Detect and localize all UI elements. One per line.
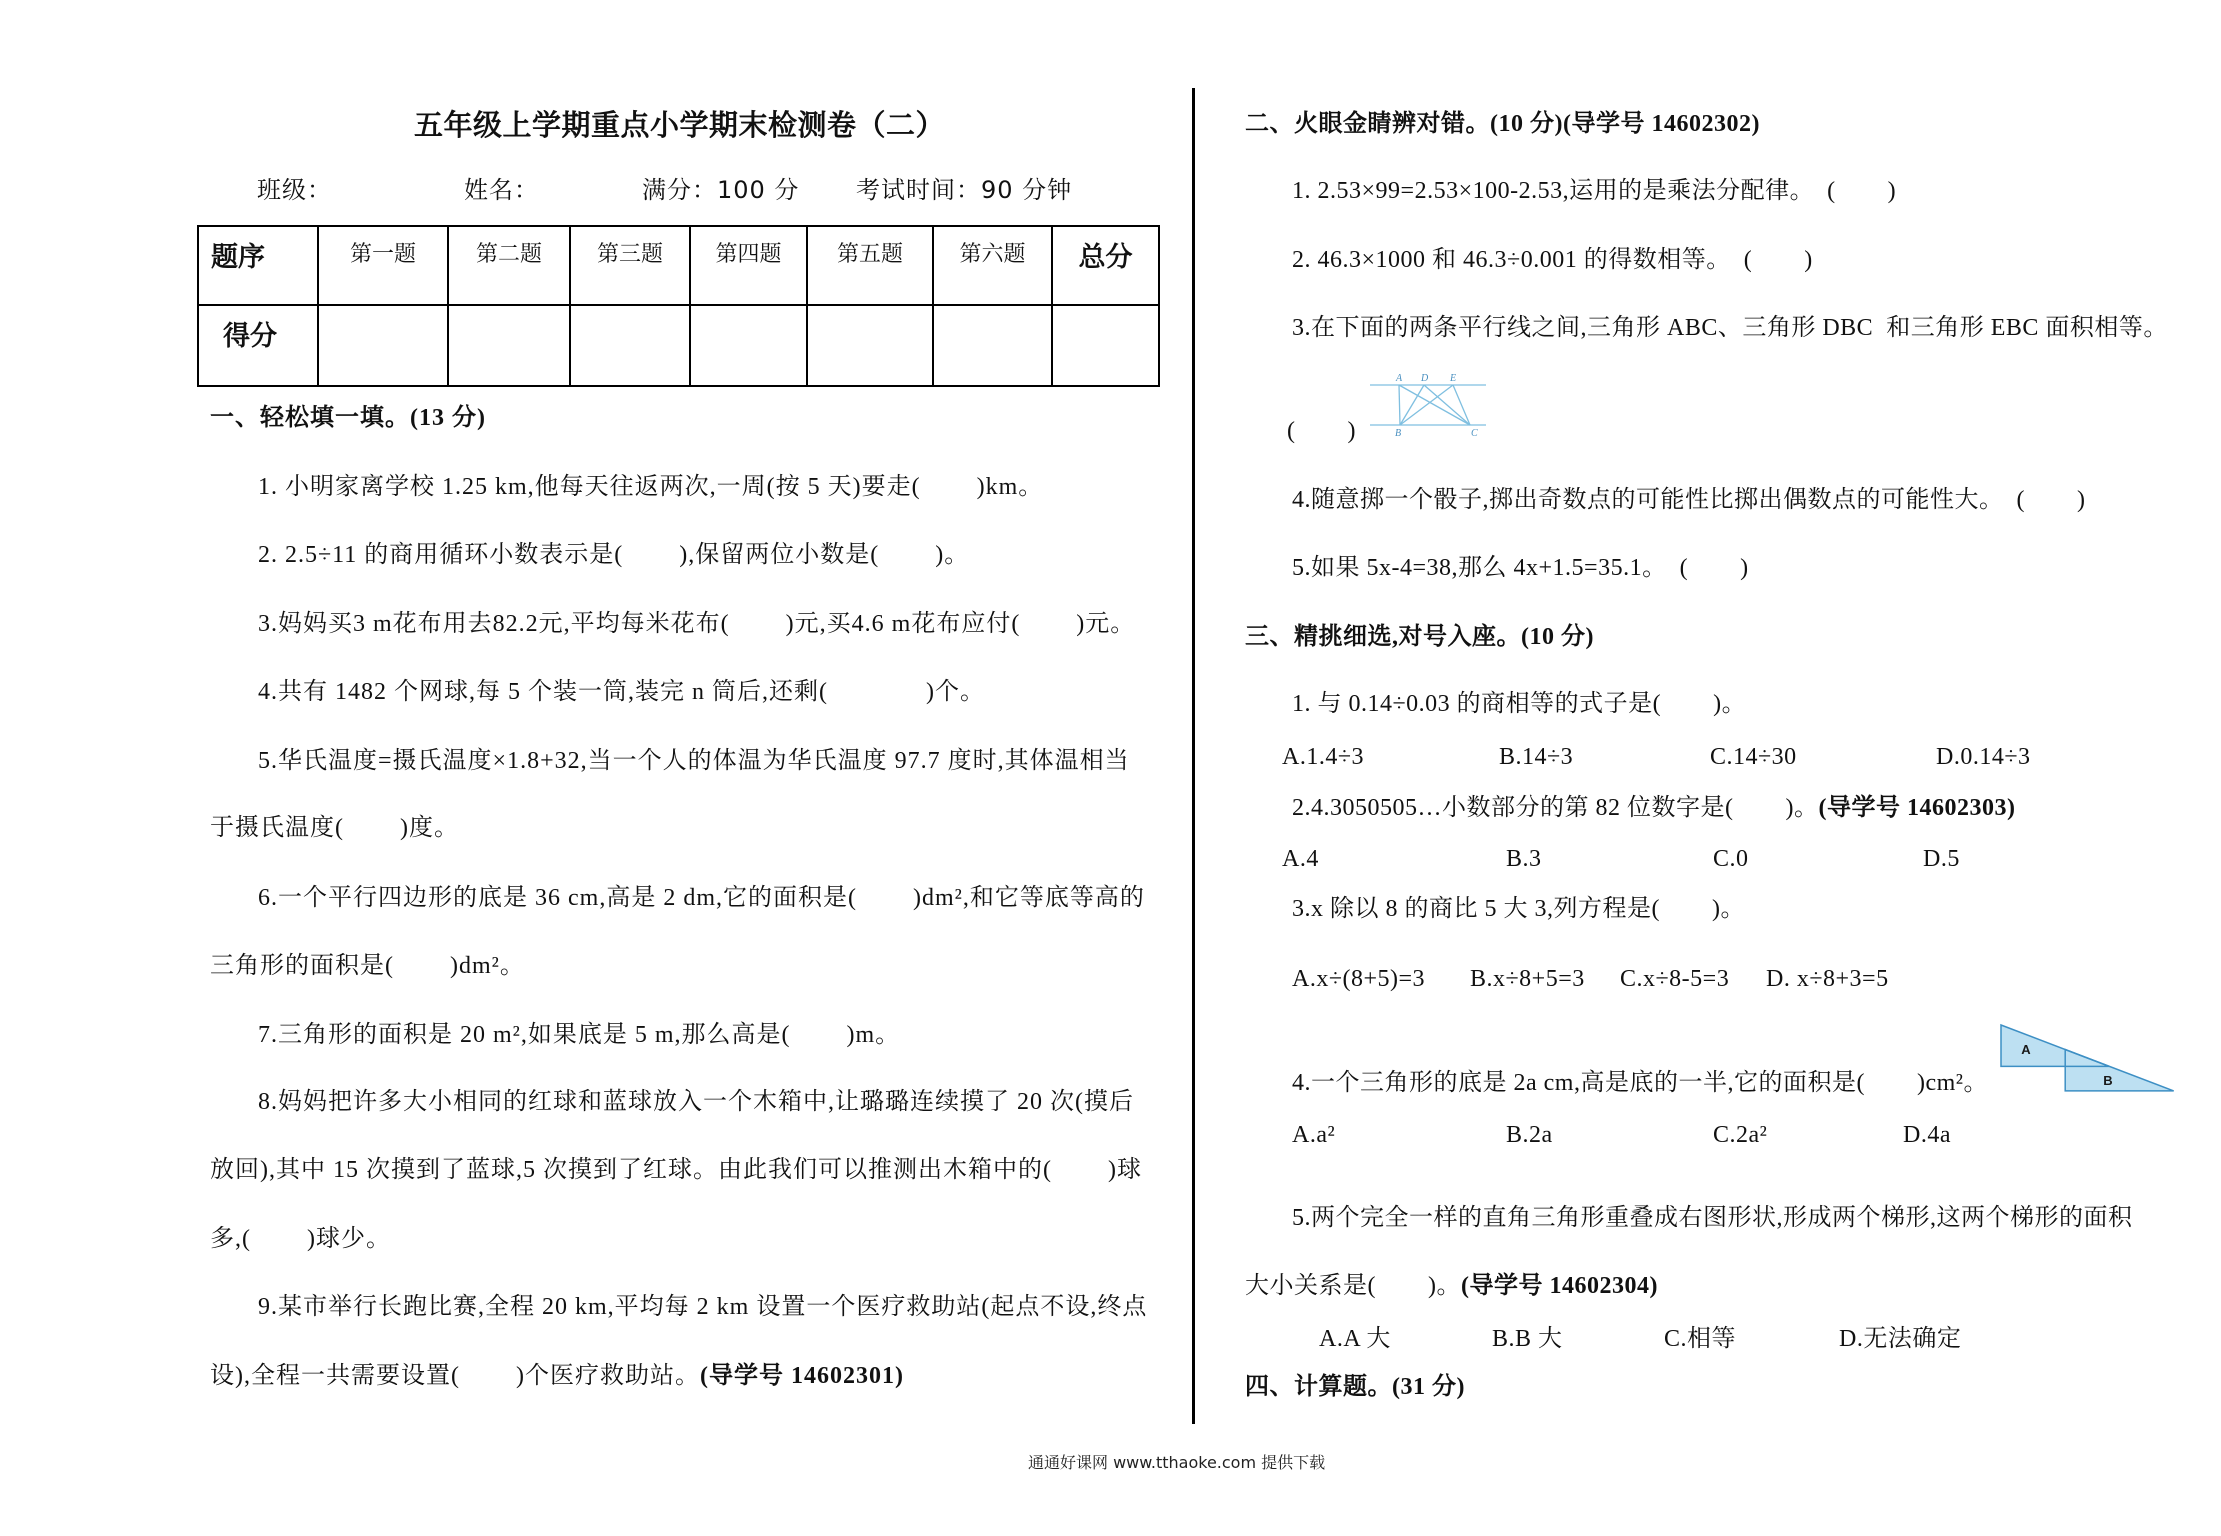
s3-q5-line-2: 大小关系是( )。 <box>1245 1273 1461 1299</box>
trapezoid-b-label: B <box>2103 1073 2113 1088</box>
s3-q1-option-a: A.1.4÷3 <box>1282 744 1365 770</box>
header-part-1: 第一题 <box>318 226 448 305</box>
s3-q5-option-c: C.相等 <box>1664 1326 1737 1352</box>
s1-q6-line-1: 6.一个平行四边形的底是 36 cm,高是 2 dm,它的面积是( )dm²,和它等底等高的 <box>258 885 1145 911</box>
s3-q5-option-a: A.A 大 <box>1319 1326 1391 1352</box>
s3-q3-option-b: B.x÷8+5=3 <box>1470 966 1585 992</box>
s1-q9-line-1: 9.某市举行长跑比赛,全程 20 km,平均每 2 km 设置一个医疗救助站(起点不设,终点 <box>258 1294 1148 1320</box>
s3-q1-option-b: B.14÷3 <box>1499 744 1574 770</box>
page-footer: 通通好课网 www.tthaoke.com 提供下载 <box>1028 1453 1326 1472</box>
s1-q5-line-1: 5.华氏温度=摄氏温度×1.8+32,当一个人的体温为华氏温度 97.7 度时,其体温相当 <box>258 748 1130 774</box>
s3-q2-wrap <box>1292 794 2015 822</box>
s3-q1-option-d: D.0.14÷3 <box>1936 744 2031 770</box>
label-point-c: C <box>1471 428 1478 439</box>
s2-q1: 1. 2.53×99=2.53×100-2.53,运用的是乘法分配律。 ( ) <box>1292 178 1897 204</box>
s3-q2-guide-number: (导学号 14602303) <box>1818 795 2016 821</box>
s3-q2-option-a: A.4 <box>1282 846 1319 872</box>
s3-q2: 2.4.3050505…小数部分的第 82 位数字是( )。 <box>1292 795 1819 821</box>
segment-ca <box>1399 385 1470 425</box>
s3-q1-option-c: C.14÷30 <box>1710 744 1797 770</box>
s3-q2-option-b: B.3 <box>1506 846 1542 872</box>
s2-q4: 4.随意掷一个骰子,掷出奇数点的可能性比掷出偶数点的可能性大。 ( ) <box>1292 487 2086 513</box>
label-point-d: D <box>1421 373 1429 384</box>
header-total: 总分 <box>1052 226 1159 305</box>
s3-q3-option-c: C.x÷8-5=3 <box>1620 966 1730 992</box>
s2-q2: 2. 46.3×1000 和 46.3÷0.001 的得数相等。 ( ) <box>1292 247 1813 273</box>
s3-q4-option-a: A.a² <box>1292 1122 1336 1148</box>
s3-q5-option-d: D.无法确定 <box>1839 1326 1962 1352</box>
segment-cd <box>1424 385 1470 425</box>
label-point-e: E <box>1450 373 1457 384</box>
s1-q9-guide-number: (导学号 14602301) <box>699 1363 904 1389</box>
class-label: 班级： <box>257 176 332 204</box>
s3-q3: 3.x 除以 8 的商比 5 大 3,列方程是( )。 <box>1292 896 1745 922</box>
s1-q4-line-1: 4.共有 1482 个网球,每 5 个装一筒,装完 n 筒后,还剩( )个。 <box>258 679 985 705</box>
s1-q8-line-3: 多,( )球少。 <box>210 1226 391 1252</box>
segment-ba <box>1399 385 1400 425</box>
section-3-heading: 三、精挑细选,对号入座。(10 分) <box>1245 624 1594 650</box>
s3-q4-option-b: B.2a <box>1506 1122 1553 1148</box>
segment-bd <box>1400 385 1424 425</box>
parallel-lines-figure <box>1368 372 1488 438</box>
label-point-b: B <box>1395 428 1402 439</box>
s3-q2-option-d: D.5 <box>1923 846 1960 872</box>
header-part-5: 第五题 <box>807 226 933 305</box>
s3-q4: 4.一个三角形的底是 2a cm,高是底的一半,它的面积是( )cm²。 <box>1292 1070 1988 1096</box>
s3-q3-option-a: A.x÷(8+5)=3 <box>1292 966 1426 992</box>
s1-q6-line-2: 三角形的面积是( )dm²。 <box>210 953 525 979</box>
s3-q5-guide-number: (导学号 14602304) <box>1460 1273 1658 1299</box>
s2-q3-answer-blank: ( ) <box>1287 418 1356 444</box>
section-4-heading: 四、计算题。(31 分) <box>1245 1374 1465 1400</box>
header-part-2: 第二题 <box>448 226 570 305</box>
s1-q1-line-1: 1. 小明家离学校 1.25 km,他每天往返两次,一周(按 5 天)要走( )km。 <box>258 474 1044 500</box>
header-part-3: 第三题 <box>570 226 690 305</box>
s3-q1: 1. 与 0.14÷0.03 的商相等的式子是( )。 <box>1292 691 1747 717</box>
s1-q5-line-2: 于摄氏温度( )度。 <box>210 815 459 841</box>
full-score: 满分：100 分 <box>642 176 800 204</box>
parallel-lines-strokes <box>1370 385 1486 425</box>
s3-q5-line-1: 5.两个完全一样的直角三角形重叠成右图形状,形成两个梯形,这两个梯形的面积 <box>1292 1205 2133 1231</box>
s1-q7-line-1: 7.三角形的面积是 20 m²,如果底是 5 m,那么高是( )m。 <box>258 1022 901 1048</box>
s3-q4-option-d: D.4a <box>1903 1122 1951 1148</box>
exam-time: 考试时间：90 分钟 <box>856 176 1073 204</box>
header-question-order: 题序 <box>198 226 318 305</box>
label-point-a: A <box>1396 373 1403 384</box>
s2-q3: 3.在下面的两条平行线之间,三角形 ABC、三角形 DBC 和三角形 EBC 面积相等。 <box>1292 315 2168 341</box>
section-1-heading: 一、轻松填一填。(13 分) <box>210 405 486 431</box>
name-label: 姓名： <box>464 176 539 204</box>
exam-title: 五年级上学期重点小学期末检测卷（二） <box>414 110 946 142</box>
score-row-label: 得分 <box>198 305 318 386</box>
s2-q5: 5.如果 5x-4=38,那么 4x+1.5=35.1。 ( ) <box>1292 555 1749 581</box>
segment-ce <box>1453 385 1470 425</box>
s3-q3-option-d: D. x÷8+3=5 <box>1766 966 1889 992</box>
s3-q5-line-2-wrap <box>1245 1272 1658 1300</box>
section-2-heading: 二、火眼金睛辨对错。(10 分)(导学号 14602302) <box>1245 111 1760 137</box>
s3-q4-option-c: C.2a² <box>1713 1122 1768 1148</box>
trapezoid-a-label: A <box>2021 1042 2031 1057</box>
header-part-6: 第六题 <box>933 226 1052 305</box>
s1-q8-line-2: 放回),其中 15 次摸到了蓝球,5 次摸到了红球。由此我们可以推测出木箱中的( )球 <box>210 1157 1142 1183</box>
s1-q2-line-1: 2. 2.5÷11 的商用循环小数表示是( ),保留两位小数是( )。 <box>258 542 970 568</box>
s1-q3-line-1: 3.妈妈买3 m花布用去82.2元,平均每米花布( )元,买4.6 m花布应付( )元。 <box>258 611 1136 637</box>
header-part-4: 第四题 <box>690 226 807 305</box>
s1-q9-line-2: 设),全程一共需要设置( )个医疗救助站。 <box>210 1363 700 1389</box>
overlapping-triangles-figure <box>1999 1024 2179 1094</box>
s3-q2-option-c: C.0 <box>1713 846 1749 872</box>
s1-q8-line-1: 8.妈妈把许多大小相同的红球和蓝球放入一个木箱中,让璐璐连续摸了 20 次(摸后 <box>258 1089 1134 1115</box>
s3-q5-option-b: B.B 大 <box>1492 1326 1563 1352</box>
segment-be <box>1400 385 1453 425</box>
